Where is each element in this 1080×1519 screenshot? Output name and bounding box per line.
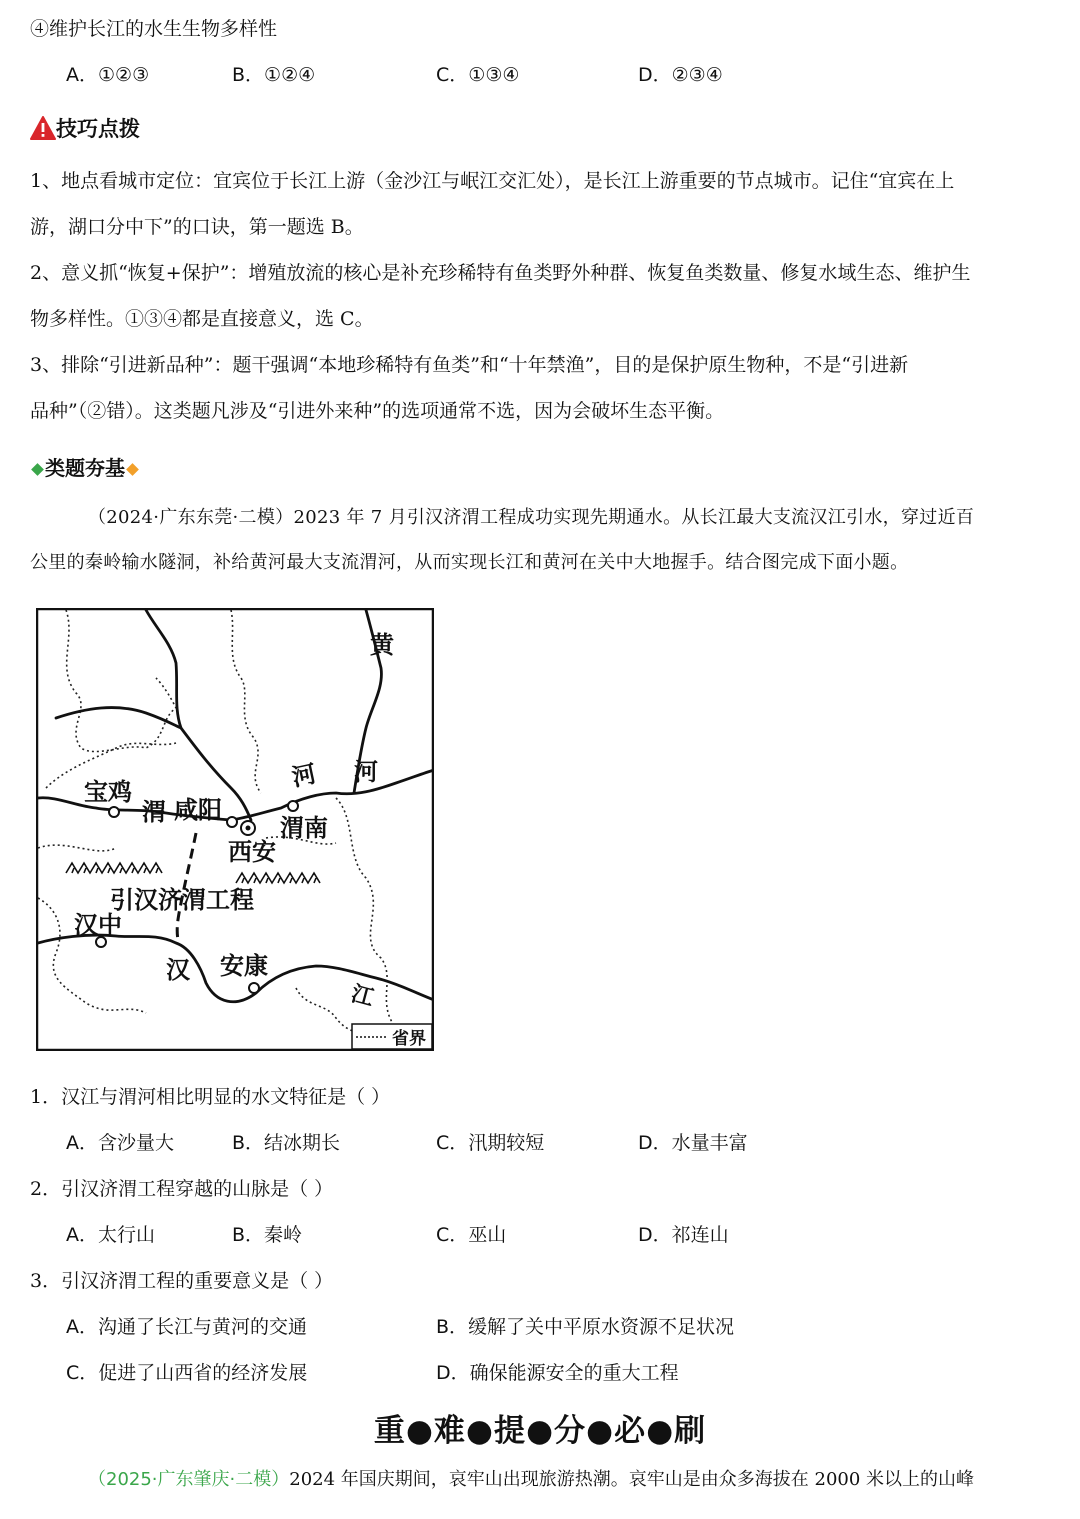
option-letter: B． [232, 64, 265, 86]
map-figure [36, 608, 434, 1051]
option-text: 结冰期长 [264, 1132, 341, 1154]
practice-heading [30, 452, 140, 481]
option-text: ②③④ [671, 64, 723, 86]
option-text: ①②④ [264, 64, 316, 86]
tip-3-line-1: 3、排除“引进新品种”：题干强调“本地珍稀特有鱼类”和“十年禁渔”，目的是保护原生物种，不是“引进新 [30, 354, 909, 376]
option-text: 含沙量大 [98, 1132, 175, 1154]
map-label-project: 引汉济渭工程 [110, 886, 254, 914]
q3-option-b [436, 1314, 734, 1340]
q2-option-a [66, 1222, 155, 1248]
legend-label: 省界 [392, 1029, 426, 1049]
city-marker-ankang [249, 983, 259, 993]
q3-option-d [436, 1360, 679, 1386]
option-text: 缓解了关中平原水资源不足状况 [468, 1316, 735, 1338]
option-text: 太行山 [98, 1224, 156, 1246]
option-d [638, 62, 723, 88]
map-label-hanzhong: 汉中 [74, 911, 122, 939]
practice-heading-text: 类题夯基 [45, 452, 125, 481]
q2-option-b [232, 1222, 302, 1248]
q1-option-d [638, 1130, 748, 1156]
section-title: 重●难●提●分●必●刷 [373, 1413, 707, 1449]
orange-diamond-icon [126, 463, 139, 476]
map-label-xianyang: 咸阳 [174, 796, 222, 824]
option-letter: B． [232, 1132, 265, 1154]
map-label-weinan: 渭南 [280, 814, 328, 842]
tips-heading [30, 113, 140, 143]
option-c [436, 62, 519, 88]
last-question-text: 2024 年国庆期间，哀牢山出现旅游热潮。哀牢山是由众多海拔在 2000 米以上的山峰 [289, 1469, 975, 1490]
option-text: 水量丰富 [671, 1132, 748, 1154]
question-3-stem: 3．引汉济渭工程的重要意义是（ ） [30, 1270, 334, 1292]
option-letter: D． [638, 1224, 672, 1246]
city-marker-baoji [109, 807, 119, 817]
tip-2-line-1: 2、意义抓“恢复+保护”：增殖放流的核心是补充珍稀特有鱼类野外种群、恢复鱼类数量、修复水域生态、维护生 [30, 262, 971, 284]
option-letter: C． [436, 64, 469, 86]
city-marker-xianyang [227, 817, 237, 827]
tip-1-line-1: 1、地点看城市定位：宜宾位于长江上游（金沙江与岷江交汇处），是长江上游重要的节点城市。记住“宜宾在上 [30, 170, 955, 192]
option-text: ①③④ [468, 64, 520, 86]
option-text: 确保能源安全的重大工程 [469, 1362, 679, 1384]
map-label-he-2: 河 [354, 758, 378, 786]
option-letter: A． [66, 1316, 98, 1338]
map-label-wei: 渭 [142, 798, 166, 826]
option-letter: D． [638, 1132, 672, 1154]
city-marker-weinan [288, 801, 298, 811]
last-question-source: （2025·广东肇庆·二模） [88, 1469, 290, 1490]
q1-option-a [66, 1130, 174, 1156]
option-letter: A． [66, 64, 98, 86]
tips-heading-text: 技巧点拨 [56, 113, 140, 143]
option-text: 巫山 [468, 1224, 507, 1246]
tip-2-line-2: 物多样性。①③④都是直接意义，选 C。 [30, 308, 374, 330]
q1-option-b [232, 1130, 340, 1156]
capital-marker-xian [241, 821, 255, 835]
option-text: 汛期较短 [468, 1132, 545, 1154]
tip-3-line-2: 品种”（②错）。这类题凡涉及“引进外来种”的选项通常不选，因为会破坏生态平衡。 [30, 400, 725, 422]
option-text: 沟通了长江与黄河的交通 [98, 1316, 308, 1338]
map-label-baoji: 宝鸡 [84, 778, 132, 806]
question-2-stem: 2．引汉济渭工程穿越的山脉是（ ） [30, 1178, 334, 1200]
map-legend [352, 1024, 432, 1049]
option-letter: C． [66, 1362, 99, 1384]
option-letter: A． [66, 1224, 98, 1246]
option-text: 祁连山 [671, 1224, 729, 1246]
option-letter: A． [66, 1132, 98, 1154]
question-1-stem: 1．汉江与渭河相比明显的水文特征是（ ） [30, 1086, 391, 1108]
q1-option-c [436, 1130, 544, 1156]
practice-intro-line-1 [30, 505, 974, 531]
option-a [66, 62, 149, 88]
green-diamond-icon [31, 463, 44, 476]
q3-option-c [66, 1360, 307, 1386]
option-text: ①②③ [98, 64, 150, 86]
q2-option-d [638, 1222, 729, 1248]
option-letter: C． [436, 1224, 469, 1246]
intro-text-1: （2024·广东东莞·二模）2023 年 7 月引汉济渭工程成功实现先期通水。从长江最大支流汉江引水，穿过近百 [88, 507, 975, 528]
map-label-huang: 黄 [370, 631, 394, 659]
warning-icon [30, 116, 56, 140]
option-text: 促进了山西省的经济发展 [98, 1362, 308, 1384]
map-label-ankang: 安康 [220, 952, 268, 980]
option-b [232, 62, 315, 88]
option-letter: D． [436, 1362, 470, 1384]
map-label-han: 汉 [166, 956, 190, 984]
option-letter: B． [436, 1316, 469, 1338]
map-label-he-1: 河 [289, 759, 319, 792]
practice-intro-line-2: 公里的秦岭输水隧洞，补给黄河最大支流渭河，从而实现长江和黄河在关中大地握手。结合图完成下面小题。 [30, 552, 909, 573]
option-letter: D． [638, 64, 672, 86]
map-label-xian: 西安 [228, 838, 276, 866]
last-question-line [88, 1467, 974, 1493]
q2-option-c [436, 1222, 506, 1248]
option-letter: B． [232, 1224, 265, 1246]
map-label-jiang: 江 [348, 981, 377, 1012]
q3-option-a [66, 1314, 307, 1340]
option-item-4: ④维护长江的水生生物多样性 [30, 18, 278, 40]
option-text: 秦岭 [264, 1224, 303, 1246]
option-letter: C． [436, 1132, 469, 1154]
tip-1-line-2: 游，湖口分中下”的口诀，第一题选 B。 [30, 216, 364, 238]
